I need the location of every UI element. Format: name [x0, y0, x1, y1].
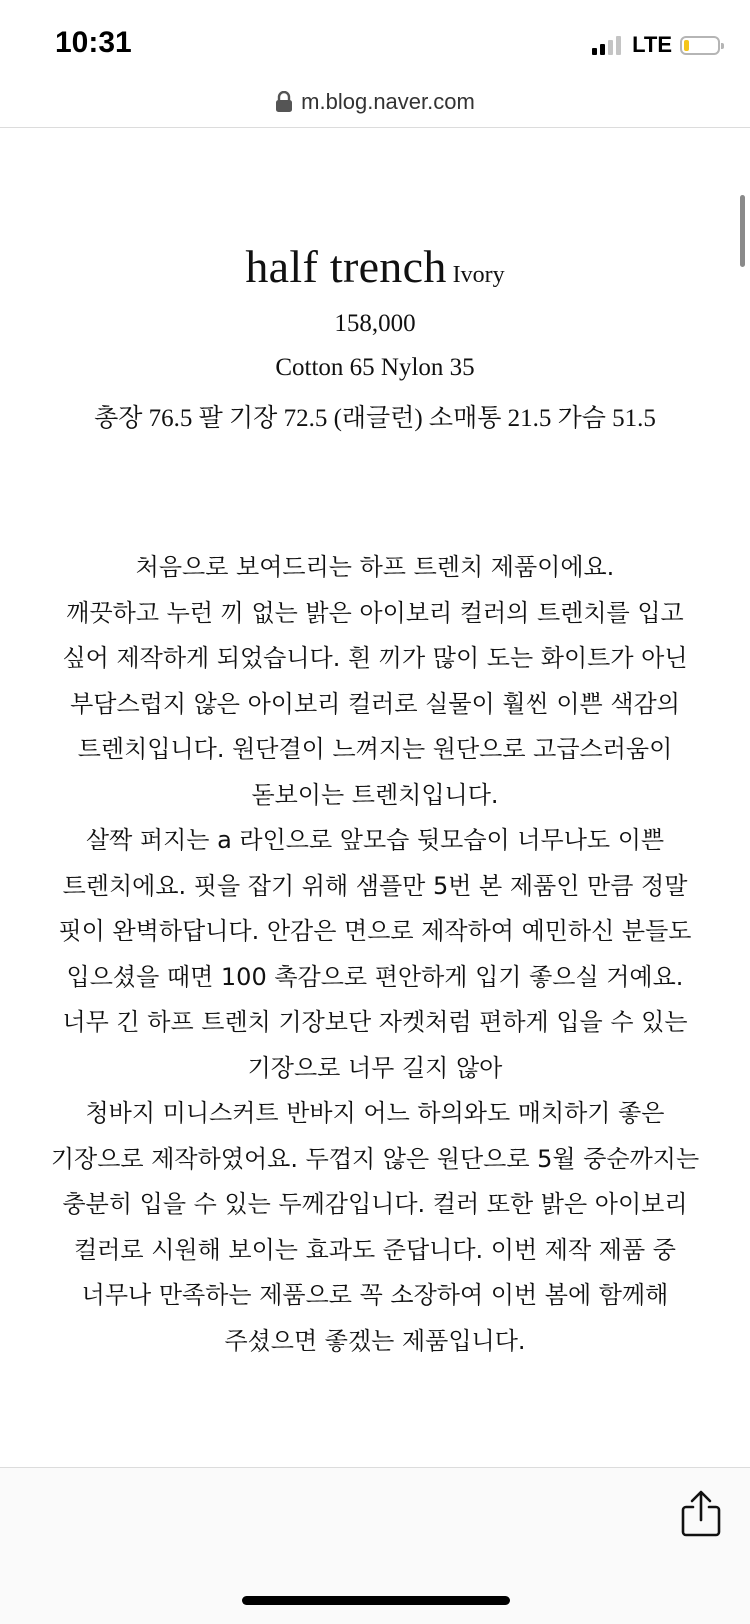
lock-icon [275, 91, 293, 113]
product-name: half trench [245, 241, 447, 292]
status-indicators [592, 30, 720, 60]
description-paragraph: 깨끗하고 누런 끼 없는 밝은 아이보리 컬러의 트렌치를 입고 싶어 제작하게 되었습니다. 흰 끼가 많이 도는 화이트가 아닌 부담스럽지 않은 아이보리 컬러로 실물이 훨씬 이쁜 색감의 트렌치입니다. 원단결이 느껴지는 원단으로 고급스러움이 돋보이는 트렌치입니다. [62, 598, 688, 809]
header-divider [0, 127, 750, 128]
share-icon[interactable] [680, 1490, 722, 1538]
signal-bar [592, 48, 597, 55]
description-paragraph: 처음으로 보여드리는 하프 트렌치 제품이에요. [135, 553, 615, 581]
status-bar [0, 0, 750, 88]
status-time: 10:31 [55, 26, 132, 59]
signal-bar [616, 36, 621, 55]
battery-level [684, 40, 689, 51]
description-paragraph: 살짝 퍼지는 a 라인으로 앞모습 뒷모습이 너무나도 이쁜 트렌치에요. 핏을 잡기 위해 샘플만 5번 본 제품인 만큼 정말 핏이 완벽하답니다. 안감은 면으로 제작하여 예민하신 분들도 입으셨을 때면 100 촉감으로 편안하게 입기 좋으실 거예요. 너무 긴 하프 트렌치 기장보단 자켓처럼 편하게 입을 수 있는 기장으로 너무 길지 않아 [58, 826, 692, 1082]
address-bar[interactable] [0, 80, 750, 124]
product-measurements: 총장 76.5 팔 기장 72.5 (래글런) 소매통 21.5 가슴 51.5 [94, 405, 656, 432]
home-indicator[interactable] [242, 1596, 510, 1605]
product-description [40, 545, 710, 1364]
url-text: m.blog.naver.com [301, 89, 475, 114]
signal-icon [592, 35, 624, 55]
battery-icon [680, 36, 720, 55]
signal-bar [608, 40, 613, 55]
product-title [0, 240, 750, 293]
signal-bar [600, 44, 605, 55]
network-type: LTE [632, 32, 672, 57]
product-price: 158,000 [334, 310, 416, 337]
battery-tip [721, 43, 724, 49]
product-material: Cotton 65 Nylon 35 [275, 354, 475, 381]
product-color: Ivory [452, 262, 505, 288]
description-paragraph: 청바지 미니스커트 반바지 어느 하의와도 매치하기 좋은 기장으로 제작하였어요. 두껍지 않은 원단으로 5월 중순까지는 충분히 입을 수 있는 두께감입니다. 컬러 또한 밝은 아이보리 컬러로 시원해 보이는 효과도 준답니다. 이번 제작 제품 중 너무나 만족하는 제품으로 꼭 소장하여 이번 봄에 함께해 주셨으면 좋겠는 제품입니다. [50, 1099, 700, 1355]
